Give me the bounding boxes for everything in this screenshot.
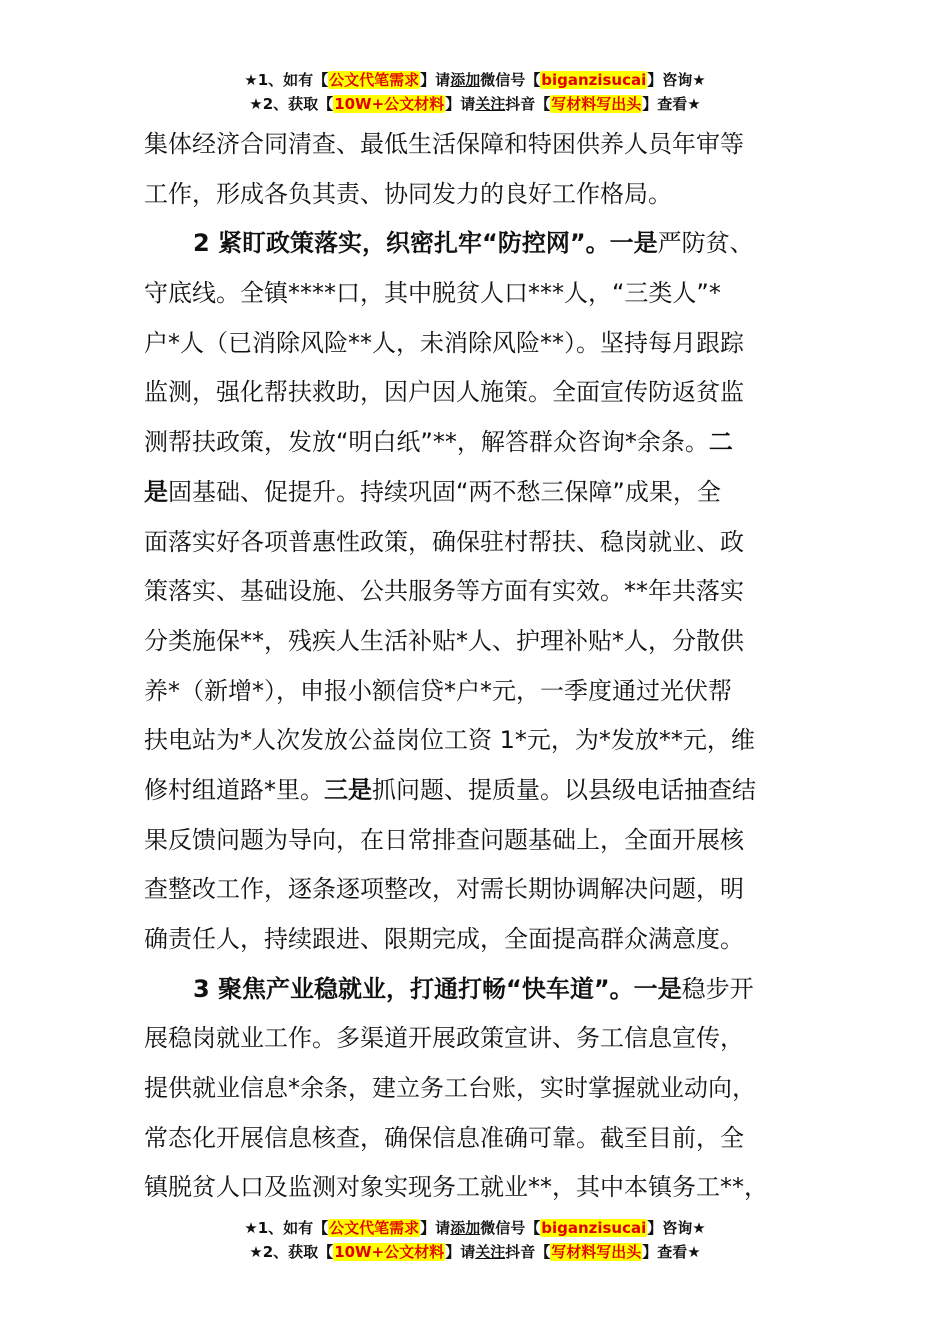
banner-line-2	[0, 1240, 950, 1264]
banner-underlined: 添加	[450, 71, 481, 89]
banner-text: 】请	[445, 1243, 476, 1261]
text-run: 测帮扶政策，发放“明白纸”**，解答群众咨询*余条。	[144, 428, 709, 457]
text-run: 修村组道路*里。	[144, 775, 324, 804]
highlight-service: 公文代笔需求	[329, 1219, 420, 1237]
banner-underlined: 关注	[475, 1243, 506, 1261]
banner-text: ★2、获取【	[249, 95, 334, 113]
bold-marker: 一是	[609, 229, 658, 258]
banner-text: 】查看★	[642, 95, 701, 113]
highlight-materials: 10W+公文材料	[334, 95, 445, 113]
text-line	[144, 468, 824, 518]
text-run: 严防贫、	[657, 229, 754, 258]
section-heading: 2 紧盯政策落实，织密扎牢“防控网”。	[193, 229, 610, 258]
banner-text: 微信号【	[480, 1219, 541, 1237]
text-line: 常态化开展信息核查，确保信息准确可靠。截至目前，全	[144, 1123, 744, 1152]
highlight-douyin-account: 写材料写出头	[551, 95, 642, 113]
paragraph-policy	[144, 219, 824, 964]
text-line: 集体经济合同清查、最低生活保障和特困供养人员年审等	[144, 130, 744, 158]
text-line: 户*人（已消除风险**人，未消除风险**）。坚持每月跟踪	[144, 328, 744, 357]
text-line: 提供就业信息*余条，建立务工台账，实时掌握就业动向，	[144, 1074, 756, 1103]
banner-text: 抖音【	[505, 95, 551, 113]
text-line: 查整改工作，逐条逐项整改，对需长期协调解决问题，明	[144, 875, 744, 904]
banner-text: 抖音【	[505, 1243, 551, 1261]
paragraph-employment	[144, 965, 824, 1213]
highlight-materials: 10W+公文材料	[334, 1243, 445, 1261]
banner-text: 】查看★	[642, 1243, 701, 1261]
text-run: 抓问题、提质量。以县级电话抽查结	[372, 775, 756, 804]
banner-line-2	[0, 92, 950, 116]
document-body	[144, 120, 824, 1213]
text-line: 展稳岗就业工作。多渠道开展政策宣讲、务工信息宣传，	[144, 1024, 744, 1053]
banner-underlined: 添加	[450, 1219, 481, 1237]
banner-underlined: 关注	[475, 95, 506, 113]
banner-text: ★1、如有【	[244, 1219, 329, 1237]
text-line: 分类施保**，残疾人生活补贴*人、护理补贴*人，分散供	[144, 626, 744, 655]
bold-marker: 一是	[633, 974, 682, 1003]
banner-text: ★2、获取【	[249, 1243, 334, 1261]
banner-text: 微信号【	[480, 71, 541, 89]
highlight-wechat-id: biganzisucai	[541, 71, 647, 89]
text-run: 稳步开	[681, 974, 754, 1003]
text-run: 固基础、促提升。持续巩固“两不愁三保障”成果，全	[168, 477, 721, 506]
text-line: 策落实、基础设施、公共服务等方面有实效。**年共落实	[144, 577, 744, 606]
text-line: 果反馈问题为导向，在日常排查问题基础上，全面开展核	[144, 825, 744, 854]
banner-text: 】咨询★	[647, 1219, 706, 1237]
bold-marker: 三是	[324, 775, 372, 804]
banner-line-1	[0, 1216, 950, 1240]
section-heading: 3 聚焦产业稳就业，打通打畅“快车道”。	[193, 974, 634, 1003]
top-banner	[0, 68, 950, 116]
highlight-douyin-account: 写材料写出头	[551, 1243, 642, 1261]
banner-text: 】请	[420, 71, 451, 89]
text-line: 监测，强化帮扶救助，因户因人施策。全面宣传防返贫监	[144, 378, 744, 407]
bottom-banner	[0, 1216, 950, 1264]
bold-marker: 二	[708, 428, 733, 457]
text-line: 守底线。全镇****口，其中脱贫人口***人，“三类人”*	[144, 279, 721, 308]
banner-text: 】请	[445, 95, 476, 113]
banner-text: 】咨询★	[647, 71, 706, 89]
text-line: 扶电站为*人次发放公益岗位工资 1*元，为*发放**元，维	[144, 726, 755, 755]
text-line: 工作，形成各负其责、协同发力的良好工作格局。	[144, 179, 672, 208]
text-line	[144, 219, 824, 269]
paragraph-continuation	[144, 120, 824, 219]
text-line	[144, 418, 824, 468]
text-line	[144, 965, 824, 1015]
text-line	[144, 766, 824, 816]
banner-line-1	[0, 68, 950, 92]
banner-text: 】请	[420, 1219, 451, 1237]
text-line: 镇脱贫人口及监测对象实现务工就业**，其中本镇务工**，	[144, 1173, 768, 1202]
text-line: 养*（新增*），申报小额信贷*户*元，一季度通过光伏帮	[144, 676, 732, 705]
banner-text: ★1、如有【	[244, 71, 329, 89]
text-line: 面落实好各项普惠性政策，确保驻村帮扶、稳岗就业、政	[144, 527, 744, 556]
highlight-service: 公文代笔需求	[329, 71, 420, 89]
bold-marker: 是	[144, 477, 168, 506]
highlight-wechat-id: biganzisucai	[541, 1219, 647, 1237]
text-line: 确责任人，持续跟进、限期完成，全面提高群众满意度。	[144, 925, 744, 953]
